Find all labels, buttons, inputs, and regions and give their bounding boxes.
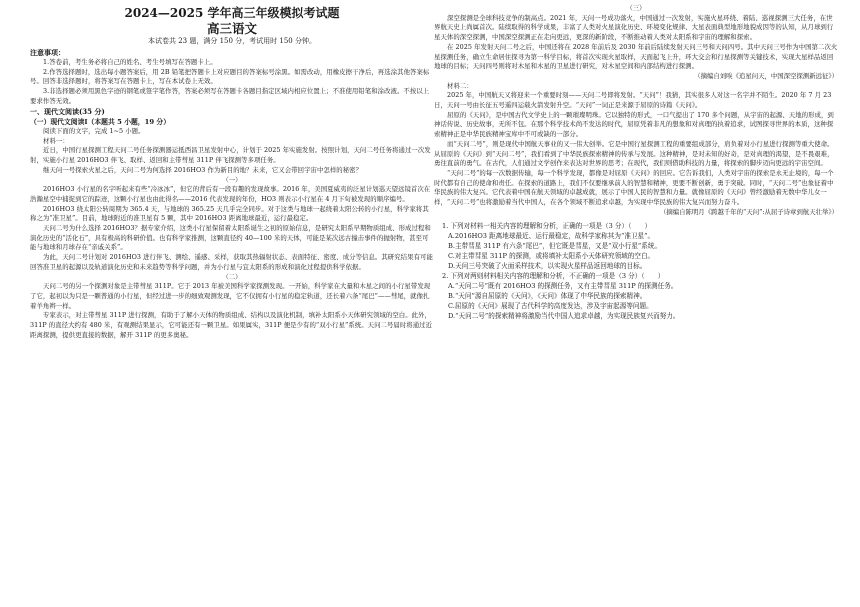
q1-option-a[interactable]: A.2016HO3 距离地球最近、运行最稳定，故科学家称其为“准卫星”。 — [448, 232, 655, 241]
q1-option-c[interactable]: C.对主带彗星 311P 的探测，或将填补太阳系小天体研究领域的空白。 — [448, 252, 655, 261]
q1-option-d[interactable]: D.天问三号突破了火面采样技术，以实现火星样品返回地球的目标。 — [448, 262, 647, 271]
q2-option-c[interactable]: C.屈原的《天问》展现了古代科学的高度发达，涉及宇宙起源等问题。 — [448, 301, 653, 310]
question-2: 2. 下列对两则材料相关内容的理解和分析，不正确的一项是（3 分）（ ） — [442, 272, 665, 280]
paragraph: 继天问一号探索火星之后，天问二号为何选择 2016HO3 作为新目的地？未来，它又会带回宇宙中怎样的秘密？ — [43, 165, 363, 174]
exam-title: 2024—2025 学年高三年级模拟考试题 — [124, 6, 340, 20]
paragraph: 天问二号的另一个探测对象是主带彗星 311P。它于 2013 年被美国科学家探测发现。一开始，科学家在大量和木星之间的小行星带发现了它，起初以为只是一颗普通的小行星，但经过进一步的细致观测发现，它不仅拥有小行星的稳定轨道，还长着六条“尾巴”——彗尾，就像扎着羊角辫一样。 — [30, 282, 431, 310]
paragraph: 近日，中国行星探测工程天问二号任务探测器运抵西昌卫星发射中心，计划于 2025 年实施发射。按照计划，天问二号任务将通过一次发射，实施小行星 2016HO3 伴飞、取样、返回和主带彗星 311P 伴飞探测等多项任务。 — [30, 146, 431, 165]
question-1: 1. 下列对材料一相关内容的理解和分析，正确的一项是（3 分）（ ） — [442, 222, 652, 231]
note-item: 2.作答选择题时，选出每小题答案后，用 2B 铅笔把答题卡上对应题目的答案标号涂黑。如需改动，用橡皮擦干净后，再选涂其他答案标号。回答非选择题时，将答案写在答题卡上，写在本试卷上无效。 — [30, 67, 430, 86]
paragraph: 2016HO3 小行星的名字听起来有些“冷冰冰”，但它的背后有一段有趣的发现故事。2016 年，美国夏威夷的泛星计划巡天望远镜首次在浩瀚星空中捕捉到它的踪迹，这颗小行星也由此得名——2016 代表发现的年份，HO3 则表示小行星在 4 月下旬被发现的顺序编号。 — [30, 185, 431, 203]
q2-option-d[interactable]: D.“天问二号”的探索精神将激励当代中国人追求卓越，为实现民族复兴而努力。 — [448, 311, 680, 320]
subsection-marker: （三） — [626, 4, 646, 12]
material-label: 材料二： — [447, 81, 473, 90]
exam-subtitle: 高三语文 — [206, 21, 257, 36]
note-item: 3.非选择题必须用黑色字迹的钢笔或签字笔作答，答案必须写在答题卡各题目指定区域内相应位置上；不准使用铅笔和涂改液。不按以上要求作答无效。 — [30, 87, 430, 105]
source-citation: （摘编自刘唉《追星问天，中国深空探测新远征》） — [694, 71, 838, 80]
paragraph: 专家表示，对主带彗星 311P 进行探测，有助于了解小天体的物质组成、结构以及演化机制，填补太阳系小天体研究领域的空白。此外，311P 的直径大约有 480 米，有观测结果显示，它可能还有一颗卫星。如果属实，311P 便是少有的“双小行星”系统。天问二号届时将通过近距离探测，提供更直接的数据，解开 311P 的更多奥秘。 — [30, 311, 433, 339]
note-item: 1.答卷前，考生务必将自己的姓名、考生号填写在答题卡上。 — [43, 58, 217, 66]
exam-meta: 本试卷共 23 题，满分 150 分，考试用时 150 分钟。 — [148, 37, 316, 45]
paragraph: 而“天问二号”，则是现代中国航天事业的又一伟大创举。它是中国行星探测工程的重要组成部分，肩负着对小行星进行探测等重大使命。从屈原的《天问》到“天问二号”，我们看到了中华民族探索精神的传承与发展。这种精神，是对未知的好奇，是对真理的渴望，是不畏艰难，勇往直前的勇气。在古代，人们通过文学创作来表达对世界的思考；在现代，我们则借助科技的力量，将探索的脚步迈向更远的宇宙空间。 — [434, 139, 834, 168]
paragraph: 为此，天问二号计划对 2016HO3 进行伴飞、测绘、遥感、采样，获取其热辐射状态、表面特征、密度、成分等信息。其研究结果有可能回答准卫星的起源以及轨道演化历史和未来趋势等科学问题，并为小行星与宜太阳系的形成和演化过程提供科学依据。 — [30, 253, 433, 271]
q2-option-b[interactable]: B.“天问”源自屈原的《天问》，《天问》体现了中华民族的探索精神。 — [448, 291, 647, 300]
section-heading: 一、现代文阅读(35 分) — [30, 106, 105, 116]
instruction: 阅读下面的文字，完成 1~5 小题。 — [43, 127, 145, 136]
paragraph: “天问二号”的每一次数据传输，每一个科学发现，都像是对屈原《天问》的回应。它告诉我们，人类对宇宙的探索是永无止境的，每一个时代都有自己的使命和责任。在探索的道路上，我们不仅要继承前人的智慧和精神，更要不断创新，勇于突破。同时，“天问二号”也象征着中华民族的伟大复兴。它代表着中国在航天领域的卓越成就，展示了中国人民的智慧和力量。就像屈原的《天问》曾经激励着无数中华儿女一样，“天问二号”也将激励着当代中国人，在各个领域不断追求卓越，为实现中华民族的伟大复兴而努力奋斗。 — [434, 168, 834, 207]
paragraph: 屈原的《天问》，是中国古代文学史上的一颗璀璨明珠。它以独特的形式，一口气提出了 170 多个问题，从宇宙的起源、天地的形成，到神话传说、历史故事，无所不包。在那个科学技术尚不发达的时代，屈原凭着非凡的想象和对真理的执着追求，试图探寻世界的本质，这种探索精神正是中华民族精神宝库中不可或缺的一部分。 — [434, 110, 834, 139]
q2-option-a[interactable]: A.“天问二号”既有 2016HO3 的探测任务，又有主带彗星 311P 的探测任务。 — [448, 281, 678, 290]
right-column — [434, 4, 838, 607]
left-column — [30, 4, 434, 607]
source-citation: （摘编自陈明月《跨越千年的“天问”:从屈子诗章到航天壮举》） — [659, 207, 838, 216]
notes-heading: 注意事项： — [30, 48, 65, 57]
q1-option-b[interactable]: B.主带彗星 311P 有六条“尾巴”，但它既是彗星，又是“双小行星”系统。 — [448, 242, 662, 251]
subsection-marker: （二） — [222, 272, 242, 281]
paragraph: 2025 年，中国航天又将迎来一个重要时刻——天问二号即将发射。“天问”！我猜，其实很多人对这一名字并不陌生。2020 年 7 月 23 日，天问一号由长征五号遥四运载火箭发射升空。“天问”一词正是来源于屈原的诗篇《天问》。 — [434, 91, 832, 110]
subsection-marker: （一） — [222, 175, 242, 184]
paragraph: 在 2025 年发射天问二号之后，中国还将在 2028 年前后及 2030 年前后陆续发射天问三号和天问四号。其中天问三号作为中国第二次火星探测任务，确立生命居住探寻为第一科学目标，将首次实现火星取样，天面起飞上升，环大交会和行星探测等关键技术，实现大星样品返回地球的目标；天问四号则将对木星和木星的卫星进行研究，对木星空间和内部结构进行探测。 — [434, 42, 838, 71]
part-heading: （一）现代文阅读Ⅰ（本题共 5 小题，19 分） — [30, 118, 171, 127]
paragraph: 深空探测是全球科技竞争的制高点。2021 年，天问一号成功落火，中国通过一次发射，实施火星环绕、着陆、巡视探测三大任务，在世界航天史上尚属首次。陆续取得的科学成果，丰富了人类对火星演化历史、环境变化规律、大星表面典型地形地貌成因等的认知，从月球到行星天体的深空探测，中国深空探测正在走向更远，更深的新阶段，不断推动着人类对太阳系和宇宙的理解和探索。 — [434, 13, 834, 42]
material-label: 材料一： — [43, 136, 69, 145]
paragraph: 天问二号为什么选择 2016HO3？据专家介绍，这类小行星保留着太阳系诞生之初的原始信息，是研究太阳系早期物质组成、形成过程和演化历史的“活化石”，具有极高的科研价值。也有科学家推测，这颗直径约 40—100 米的天体，可能是某次远古撞击事件的抛射物，甚至可能与地球和月球存在“亲戚关系”。 — [30, 224, 431, 252]
paragraph: 2016HO3 绕太阳公转周期为 365.4 天，与地球的 365.25 天几乎完全同步。对于这类与地球一起绕着太阳公转的小行星，科学家将其称之为“准卫星”。目前，地球附近的准卫星有 5 颗，其中 2016HO3 距离地球最近，运行最稳定。 — [30, 204, 429, 223]
